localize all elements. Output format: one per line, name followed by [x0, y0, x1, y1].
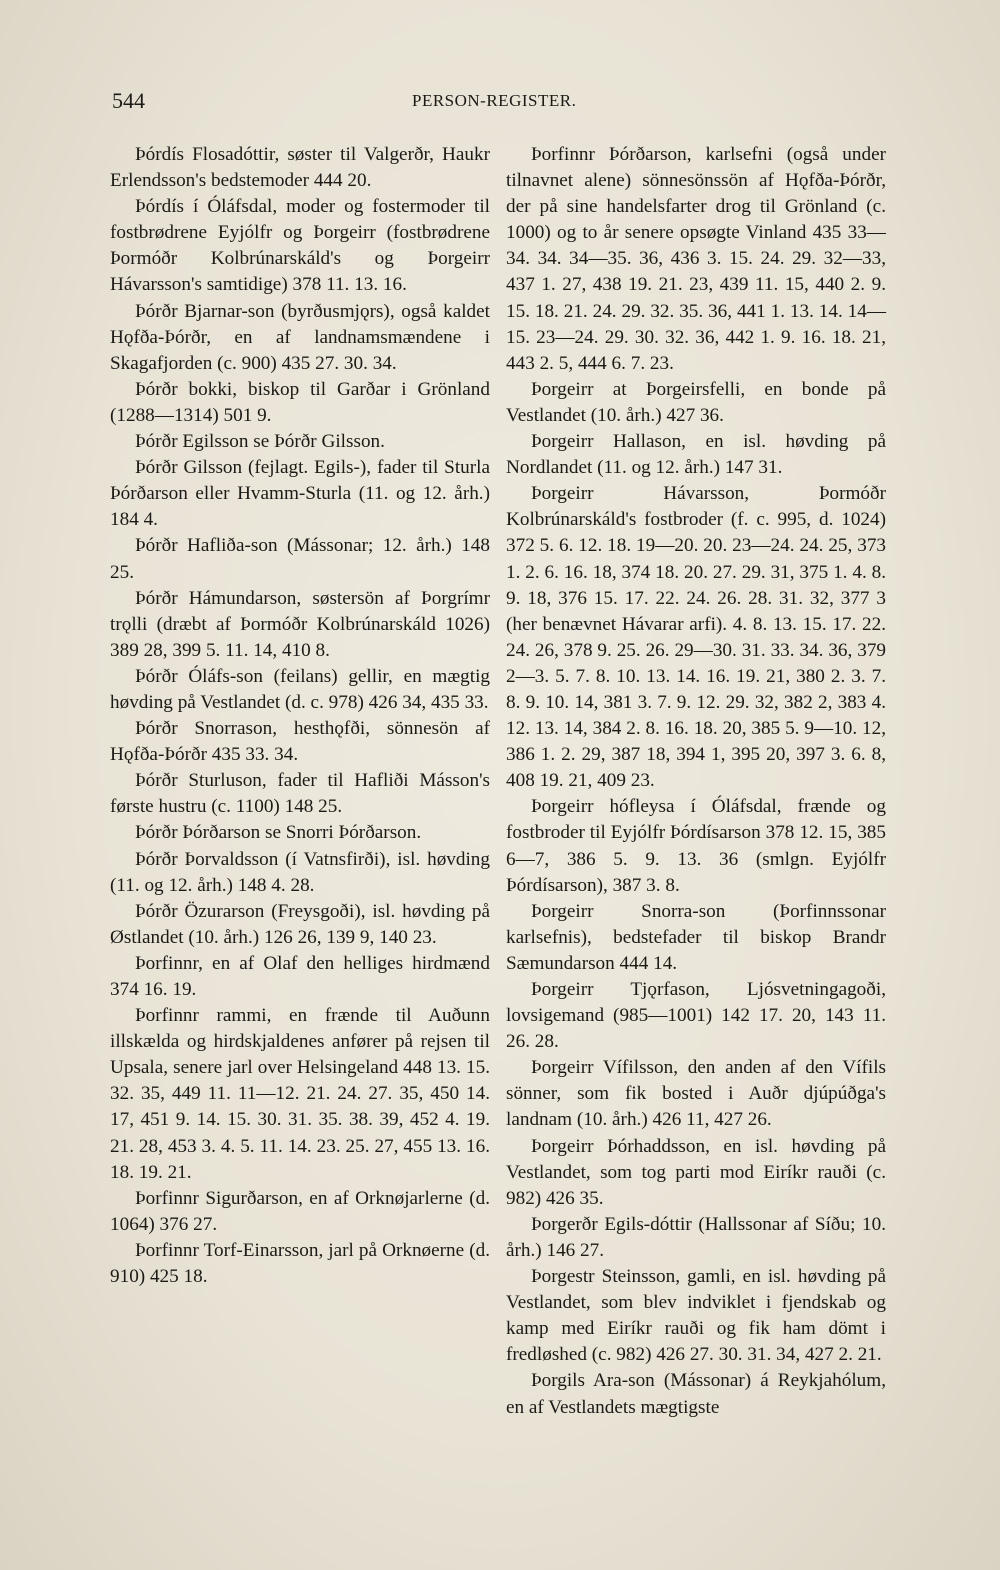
- register-entry: Þorgestr Steinsson, gamli, en isl. høvding på Vestlandet, som blev indviklet i fjendskab og kamp med Eiríkr rauði og fik ham dömt i fredløshed (c. 982) 426 27. 30. 31. 34, 427 2. 21.: [506, 1266, 886, 1366]
- running-head: PERSON-REGISTER.: [412, 91, 577, 110]
- register-entry: Þorgeirr Hávarsson, Þormóðr Kolbrúnarskáld's fostbroder (f. c. 995, d. 1024) 372 5. 6. 12. 18. 19—20. 20. 23—24. 24. 25, 373 1. 2. 6. 16. 18, 374 18. 20. 27. 29. 31, 375 1. 4. 8. 9. 18, 376 15. 17. 22. 24. 26. 28. 31. 32, 377 3 (her benævnet Hávarar arfi). 4. 8. 13. 15. 17. 22. 24. 26, 378 9. 25. 26. 29—30. 31. 33. 34. 36, 379 2—3. 5. 7. 8. 10. 13. 14. 16. 19. 21, 380 2. 3. 7. 8. 9. 10. 14, 381 3. 7. 9. 12. 29. 32, 382 2, 383 4. 12. 13. 14, 384 2. 8. 16. 18. 20, 385 5. 9—10. 12, 386 1. 2. 29, 387 18, 394 1, 395 20, 397 3. 6. 8, 408 19. 21, 409 23.: [506, 483, 886, 792]
- register-entry: Þórðr Hafliða-son (Mássonar; 12. årh.) 148 25.: [110, 535, 490, 583]
- register-entry: Þorgerðr Egils-dóttir (Hallssonar af Síðu; 10. årh.) 146 27.: [506, 1213, 886, 1261]
- register-entry: Þorfinnr rammi, en frænde til Auðunn illskælda og hirdskjaldenes anfører på rejsen til Upsala, senere jarl over Helsingeland 448 13. 15. 32. 35, 449 11. 11—12. 21. 24. 27. 35, 450 14. 17, 451 9. 14. 15. 30. 31. 35. 38. 39, 452 4. 19. 21. 28, 453 3. 4. 5. 11. 14. 23. 25. 27, 455 13. 16. 18. 19. 21.: [110, 1005, 490, 1183]
- left-column: [110, 142, 490, 1290]
- page-number: 544: [112, 88, 145, 113]
- register-entry: Þorfinnr, en af Olaf den helliges hirdmænd 374 16. 19.: [110, 952, 490, 1000]
- register-entry: Þórðr Sturluson, fader til Hafliði Másson's første hustru (c. 1100) 148 25.: [110, 770, 490, 818]
- register-entry: Þórðr bokki, biskop til Garðar i Grönland (1288—1314) 501 9.: [110, 378, 490, 426]
- register-entry: Þorgeirr Vífilsson, den anden af den Vífils sönner, som fik bosted i Auðr djúpúðga's landnam (10. årh.) 426 11, 427 26.: [506, 1057, 886, 1131]
- page-header: [112, 88, 892, 118]
- register-entry: Þórðr Þórðarson se Snorri Þórðarson.: [134, 822, 422, 844]
- register-entry: Þórðr Snorrason, hesthǫfði, sönnesön af Hǫfða-Þórðr 435 33. 34.: [110, 718, 490, 766]
- register-entry: Þórdís í Óláfsdal, moder og fostermoder til fostbrødrene Eyjólfr og Þorgeirr (fostbrødrene Þormóðr Kolbrúnarskáld's og Þorgeirr Hávarsson's samtidige) 378 11. 13. 16.: [110, 196, 490, 296]
- register-entry: Þórðr Hámundarson, søstersön af Þorgrímr trǫlli (dræbt af Þormóðr Kolbrúnarskáld 1026) 389 28, 399 5. 11. 14, 410 8.: [110, 587, 490, 661]
- register-entry: Þorgeirr Snorra-son (Þorfinnssonar karlsefnis), bedstefader til biskop Brandr Sæmundarson 444 14.: [506, 900, 886, 974]
- register-entry: Þorgeirr Hallason, en isl. høvding på Nordlandet (11. og 12. årh.) 147 31.: [506, 431, 886, 479]
- register-entry: Þórðr Bjarnar-son (byrðusmjǫrs), også kaldet Hǫfða-Þórðr, en af landnamsmændene i Skagafjorden (c. 900) 435 27. 30. 34.: [110, 300, 490, 374]
- register-entry: Þórðr Gilsson (fejlagt. Egils-), fader til Sturla Þórðarson eller Hvamm-Sturla (11. og 12. årh.) 184 4.: [110, 457, 490, 531]
- right-column: [506, 142, 886, 1421]
- register-entry: Þorgeirr hófleysa í Óláfsdal, frænde og fostbroder til Eyjólfr Þórdísarson 378 12. 15, 385 6—7, 386 5. 9. 13. 36 (smlgn. Eyjólfr Þórdísarson), 387 3. 8.: [506, 796, 886, 896]
- register-entry: Þorgeirr at Þorgeirsfelli, en bonde på Vestlandet (10. årh.) 427 36.: [506, 378, 886, 426]
- register-entry: Þórðr Þorvaldsson (í Vatnsfirði), isl. høvding (11. og 12. årh.) 148 4. 28.: [110, 848, 490, 896]
- register-entry: Þórðr Óláfs-son (feilans) gellir, en mægtig høvding på Vestlandet (d. c. 978) 426 34, 435 33.: [110, 665, 490, 713]
- register-entry: Þorfinnr Sigurðarson, en af Orknøjarlerne (d. 1064) 376 27.: [110, 1187, 490, 1235]
- register-entry: Þórðr Özurarson (Freysgoði), isl. høvding på Østlandet (10. årh.) 126 26, 139 9, 140 23.: [110, 900, 490, 948]
- register-entry: Þorgeirr Tjǫrfason, Ljósvetningagoði, lovsigemand (985—1001) 142 17. 20, 143 11. 26. 28.: [506, 979, 886, 1053]
- register-entry: Þorgils Ara-son (Mássonar) á Reykjahólum, en af Vestlandets mægtigste: [506, 1370, 886, 1418]
- register-entry: Þorfinnr Þórðarson, karlsefni (også under tilnavnet alene) sönnesönssön af Hǫfða-Þórðr, der på sine handelsfarter drog til Grönland (c. 1000) og to år senere opsøgte Vinland 435 33—34. 34. 34—35. 36, 436 3. 15. 24. 29. 32—33, 437 1. 27, 438 19. 21. 23, 439 11. 15, 440 2. 9. 15. 18. 21. 24. 29. 32. 35. 36, 441 1. 13. 14. 14—15. 23—24. 29. 30. 32. 36, 442 1. 9. 16. 18. 21, 443 2. 5, 444 6. 7. 23.: [506, 144, 886, 374]
- register-entry: Þórdís Flosadóttir, søster til Valgerðr, Haukr Erlendsson's bedstemoder 444 20.: [110, 144, 490, 192]
- register-entry: Þórðr Egilsson se Þórðr Gilsson.: [134, 431, 385, 453]
- register-entry: Þorgeirr Þórhaddsson, en isl. høvding på Vestlandet, som tog parti mod Eiríkr rauði (c. 982) 426 35.: [506, 1135, 886, 1209]
- register-entry: Þorfinnr Torf-Einarsson, jarl på Orknøerne (d. 910) 425 18.: [110, 1239, 490, 1288]
